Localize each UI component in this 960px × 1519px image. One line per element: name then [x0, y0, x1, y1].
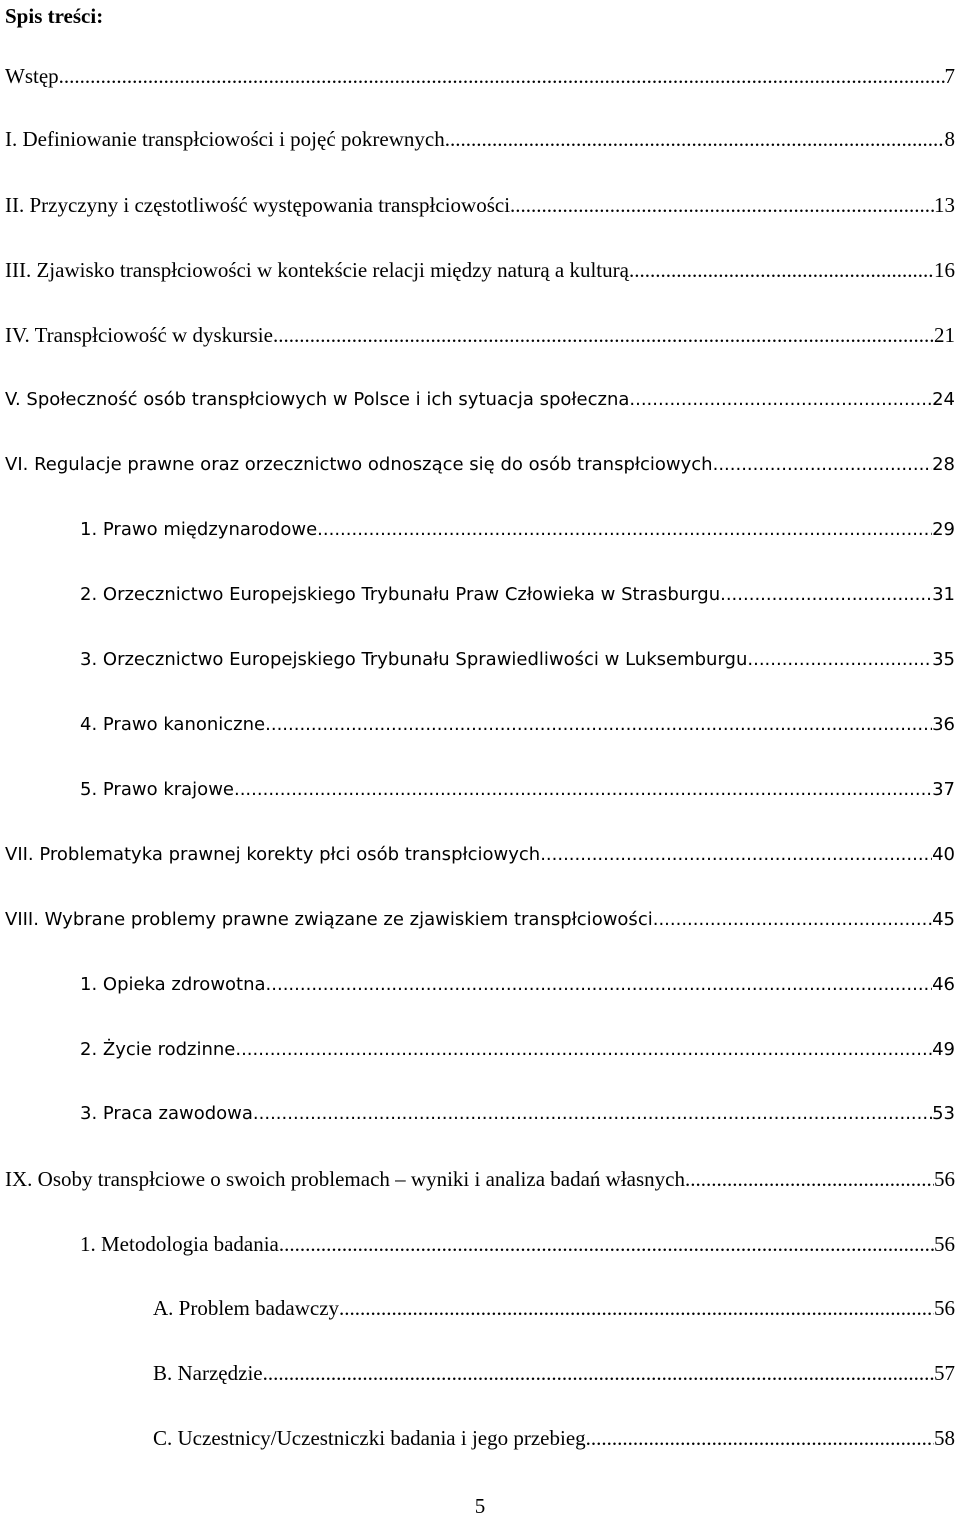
- toc-entry-page: 24: [932, 389, 955, 410]
- toc-entry: [80, 645, 955, 675]
- toc-entry-text: 1. Metodologia badania: [80, 1232, 279, 1256]
- toc-dot-leader: [747, 645, 932, 675]
- toc-entry: [80, 1035, 955, 1065]
- toc-entry-page: 29: [932, 519, 955, 540]
- toc-entry-page: 13: [934, 193, 955, 217]
- toc-entry: [5, 124, 955, 154]
- toc-dot-leader: [279, 1229, 934, 1259]
- toc-entry: [5, 905, 955, 935]
- toc-entry-page: 56: [934, 1296, 955, 1320]
- toc-dot-leader: [263, 1358, 934, 1388]
- toc-entry-text: 3. Praca zawodowa: [80, 1103, 253, 1124]
- toc-entry-page: 57: [934, 1361, 955, 1385]
- toc-entry-text: Wstęp: [5, 64, 59, 88]
- toc-entry-text: V. Społeczność osób transpłciowych w Polsce i ich sytuacja społeczna: [5, 389, 630, 410]
- toc-dot-leader: [713, 450, 933, 480]
- toc-entry: [80, 580, 955, 610]
- toc-entry: [5, 190, 955, 220]
- toc-entry-text: VII. Problematyka prawnej korekty płci osób transpłciowych: [5, 844, 541, 865]
- toc-entry-text: 5. Prawo krajowe: [80, 779, 234, 800]
- toc-entry: [5, 385, 955, 415]
- toc-entry-page: 45: [932, 909, 955, 930]
- toc-entry-page: 35: [932, 649, 955, 670]
- toc-dot-leader: [515, 190, 934, 220]
- toc-entry-text: II. Przyczyny i częstotliwość występowania transpłciowości.: [5, 193, 516, 217]
- toc-dot-leader: [629, 385, 932, 415]
- toc-dot-leader: [234, 775, 932, 805]
- toc-dot-leader: [235, 1035, 932, 1065]
- toc-entry-text: IV. Transpłciowość w dyskursie: [5, 323, 273, 347]
- toc-entry-page: 31: [932, 584, 955, 605]
- toc-entry-page: 46: [932, 974, 955, 995]
- toc-dot-leader: [540, 840, 932, 870]
- toc-dot-leader: [720, 580, 932, 610]
- toc-entry: [5, 320, 955, 350]
- toc-entry-page: 36: [932, 714, 955, 735]
- toc-entry: [153, 1423, 955, 1453]
- toc-entry: [5, 255, 955, 285]
- toc-dot-leader: [273, 320, 934, 350]
- toc-entry-page: 49: [932, 1039, 955, 1060]
- toc-entry-page: 21: [934, 323, 955, 347]
- toc-dot-leader: [317, 515, 932, 545]
- toc-entry-text: 2. Życie rodzinne: [80, 1039, 236, 1060]
- toc-entry: [153, 1358, 955, 1388]
- toc-entry-page: 7: [944, 64, 955, 88]
- toc-entry: [153, 1293, 955, 1323]
- toc-entry-text: IX. Osoby transpłciowe o swoich problemach – wyniki i analiza badań własnych: [5, 1167, 685, 1191]
- toc-entry: [80, 710, 955, 740]
- toc-entry-text: A. Problem badawczy: [153, 1296, 340, 1320]
- toc-entry-text: 1. Prawo międzynarodowe: [80, 519, 318, 540]
- toc-entry: [5, 840, 955, 870]
- toc-dot-leader: [339, 1293, 934, 1323]
- toc-dot-leader: [445, 124, 945, 154]
- toc-entry: [80, 970, 955, 1000]
- toc-entry-page: 56: [934, 1167, 955, 1191]
- toc-entry-page: 28: [932, 454, 955, 475]
- toc-entry-page: 16: [934, 258, 955, 282]
- toc-entry-text: VI. Regulacje prawne oraz orzecznictwo odnoszące się do osób transpłciowych: [5, 454, 713, 475]
- toc-entry-text: 4. Prawo kanoniczne: [80, 714, 266, 735]
- toc-entry-text: III. Zjawisko transpłciowości w kontekście relacji między naturą a kulturą: [5, 258, 629, 282]
- toc-entry: [5, 1164, 955, 1194]
- page-number: 5: [474, 1494, 486, 1518]
- toc-dot-leader: [253, 1099, 932, 1129]
- toc-entry-page: 58: [934, 1426, 955, 1450]
- toc-entry-text: I. Definiowanie transpłciowości i pojęć pokrewnych: [5, 127, 445, 151]
- toc-dot-leader: [629, 255, 934, 285]
- toc-entry-text: B. Narzędzie: [153, 1361, 263, 1385]
- toc-entry-page: 37: [932, 779, 955, 800]
- toc-entry: [80, 515, 955, 545]
- toc-entry-text: 2. Orzecznictwo Europejskiego Trybunału Praw Człowieka w Strasburgu: [80, 584, 721, 605]
- toc-dot-leader: [685, 1164, 934, 1194]
- toc-entry-text: 3. Orzecznictwo Europejskiego Trybunału Sprawiedliwości w Luksemburgu: [80, 649, 748, 670]
- toc-entry-page: 53: [932, 1103, 955, 1124]
- toc-entry: [80, 1099, 955, 1129]
- toc-title: Spis treści:: [5, 4, 104, 28]
- toc-dot-leader: [59, 61, 945, 91]
- toc-entry-text: C. Uczestnicy/Uczestniczki badania i jego przebieg: [153, 1426, 586, 1450]
- toc-entry-page: 40: [932, 844, 955, 865]
- toc-entry-text: 1. Opieka zdrowotna: [80, 974, 266, 995]
- toc-dot-leader: [266, 970, 933, 1000]
- toc-dot-leader: [586, 1423, 934, 1453]
- toc-entry-page: 56: [934, 1232, 955, 1256]
- toc-entry-text: VIII. Wybrane problemy prawne związane ze zjawiskiem transpłciowości: [5, 909, 653, 930]
- toc-entry: [5, 61, 955, 91]
- toc-entry: [80, 775, 955, 805]
- toc-entry-page: 8: [944, 127, 955, 151]
- toc-entry: [5, 450, 955, 480]
- toc-dot-leader: [265, 710, 932, 740]
- toc-entry: [80, 1229, 955, 1259]
- toc-dot-leader: [653, 905, 932, 935]
